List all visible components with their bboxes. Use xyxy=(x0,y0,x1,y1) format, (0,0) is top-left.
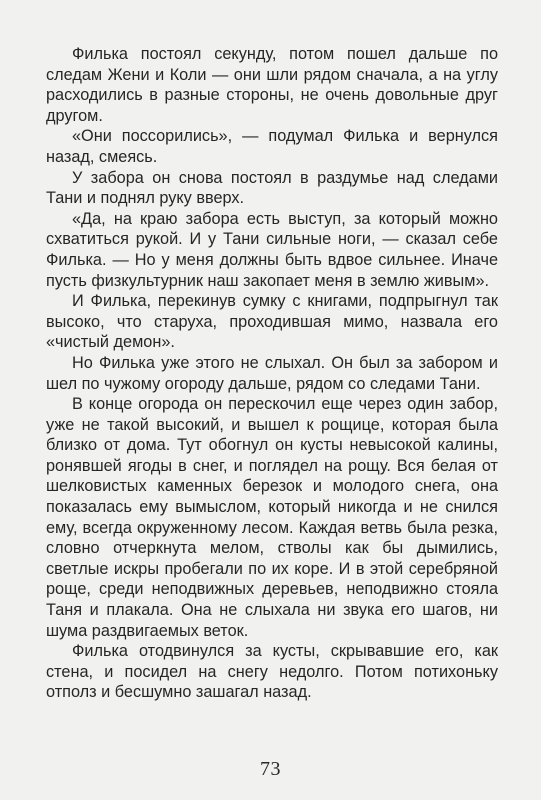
book-page-text xyxy=(46,44,498,754)
paragraph: Филька постоял секунду, потом пошел дальше по следам Жени и Коли — они шли рядом сначала, а на углу расходились в разные стороны, не очень довольные друг другом. xyxy=(46,45,498,125)
paragraph: И Филька, перекинув сумку с книгами, подпрыгнул так высоко, что старуха, проходившая мимо, назвала его «чистый демон». xyxy=(46,292,498,352)
paragraph: Но Филька уже этого не слыхал. Он был за забором и шел по чужому огороду дальше, рядом со следами Тани. xyxy=(46,353,498,393)
paragraph: «Они поссорились», — подумал Филька и вернулся назад, смеясь. xyxy=(46,127,498,166)
paragraph: Филька отодвинулся за кусты, скрывавшие его, как стена, и посидел на снегу недолго. Потом потихоньку отполз и бесшумно зашагал назад. xyxy=(46,642,498,702)
paragraph: «Да, на краю забора есть выступ, за который можно схватиться рукой. И у Тани сильные ноги, — сказал себе Филька. — Но у меня должны быть вдвое сильнее. Иначе пусть физкультурник наш закопает меня в землю живым». xyxy=(46,209,498,290)
paragraph: У забора он снова постоял в раздумье над следами Тани и поднял руку вверх. xyxy=(46,168,498,208)
paragraph: В конце огорода он перескочил еще через один забор, уже не такой высокий, и вышел к рощице, которая была близко от дома. Тут обогнул он кусты невысокой калины, ронявшей ягоды в снег, и поглядел на рощу. Вся белая от шелковистых каменных березок и молодого снега, она показалась ему вымыслом, который никогда и не снился ему, всегда окруженному лесом. Каждая ветвь была резка, словно отчеркнута мелом, стволы как бы дымились, светлые искры пробегали по их коре. И в этой серебряной роще, среди неподвижных деревьев, неподвижно стояла Таня и плакала. Она не слыхала ни звука его шагов, ни шума раздвигаемых веток. xyxy=(46,395,498,640)
page-number: 73 xyxy=(260,758,281,780)
